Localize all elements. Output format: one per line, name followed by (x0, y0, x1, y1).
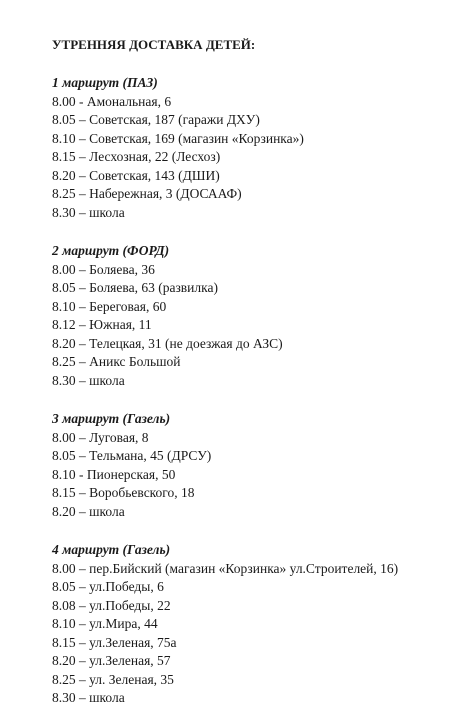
route-stop: 8.25 – Набережная, 3 (ДОСААФ) (52, 186, 242, 201)
route-stop: 8.00 - Амональная, 6 (52, 93, 172, 109)
document-page (52, 36, 452, 728)
route-title: 4 маршрут (Газель) (52, 542, 171, 557)
route-stop: 8.30 – школа (52, 204, 125, 220)
route-stop: 8.20 – Советская, 143 (ДШИ) (52, 167, 220, 183)
route-stop: 8.20 – ул.Зеленая, 57 (52, 653, 171, 668)
route-3 (52, 410, 452, 521)
route-stop: 8.15 – ул.Зеленая, 75а (52, 634, 177, 650)
route-4 (52, 541, 452, 708)
route-stop: 8.10 – Береговая, 60 (52, 298, 167, 314)
route-stop: 8.12 – Южная, 11 (52, 317, 152, 332)
route-stop: 8.10 – ул.Мира, 44 (52, 616, 158, 631)
route-stop: 8.20 – Телецкая, 31 (не доезжая до АЗС) (52, 335, 283, 351)
route-2 (52, 242, 452, 390)
route-stop: 8.15 – Лесхозная, 22 (Лесхоз) (52, 149, 221, 164)
route-stop: 8.05 – Советская, 187 (гаражи ДХУ) (52, 112, 260, 127)
route-stop: 8.15 – Воробьевского, 18 (52, 485, 195, 500)
route-stop: 8.08 – ул.Победы, 22 (52, 597, 171, 613)
route-stop: 8.00 – Луговая, 8 (52, 429, 149, 445)
route-stop: 8.00 – Боляева, 36 (52, 261, 155, 277)
route-stop: 8.05 – Боляева, 63 (развилка) (52, 280, 218, 295)
route-stop: 8.25 – Аникс Большой (52, 354, 181, 369)
route-stop: 8.10 – Советская, 169 (магазин «Корзинка») (52, 130, 304, 146)
route-title: 3 маршрут (Газель) (52, 411, 171, 426)
route-title: 1 маршрут (ПАЗ) (52, 75, 158, 90)
route-stop: 8.20 – школа (52, 503, 125, 519)
route-stop: 8.05 – ул.Победы, 6 (52, 579, 164, 594)
document-title: УТРЕННЯЯ ДОСТАВКА ДЕТЕЙ: (52, 37, 256, 52)
route-stop: 8.05 – Тельмана, 45 (ДРСУ) (52, 448, 212, 463)
route-stop: 8.30 – школа (52, 690, 125, 705)
route-1 (52, 74, 452, 222)
route-stop: 8.00 – пер.Бийский (магазин «Корзинка» ул.Строителей, 16) (52, 560, 399, 576)
route-stop: 8.25 – ул. Зеленая, 35 (52, 671, 174, 687)
route-stop: 8.10 - Пионерская, 50 (52, 466, 176, 482)
route-title: 2 маршрут (ФОРД) (52, 243, 170, 258)
route-stop: 8.30 – школа (52, 372, 125, 388)
